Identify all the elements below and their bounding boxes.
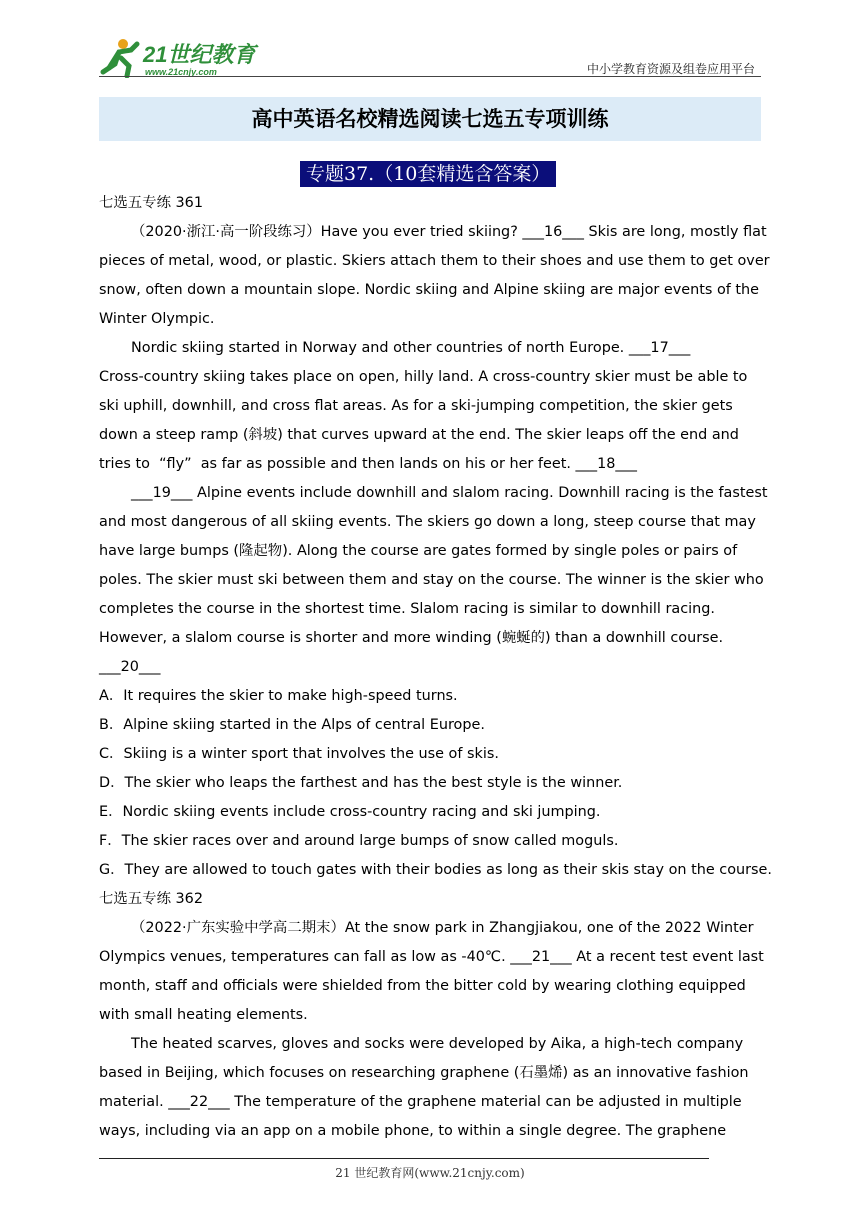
paragraph-line: Winter Olympic. [99, 311, 215, 327]
paragraph-line: ___20___ [99, 659, 161, 675]
paragraph-line: ski uphill, downhill, and cross flat areas. As for a ski-jumping competition, the skier gets [99, 398, 733, 414]
paragraph-line: ways, including via an app on a mobile phone, to within a single degree. The graphene [99, 1123, 727, 1139]
paragraph-line: with small heating elements. [99, 1007, 308, 1023]
page-title: 高中英语名校精选阅读七选五专项训练 [251, 106, 609, 131]
paragraph-line: However, a slalom course is shorter and more winding (蜿蜒的) than a downhill course. [99, 630, 724, 646]
logo-text: 21世纪教育 [143, 42, 256, 67]
paragraph-line: Olympics venues, temperatures can fall as low as -40℃. ___21___ At a recent test event last [99, 949, 764, 965]
document-body [99, 189, 772, 1146]
site-logo [99, 38, 269, 78]
section-heading: 七选五专练 361 [99, 195, 203, 211]
site-label: 中小学教育资源及组卷应用平台 [586, 62, 755, 76]
paragraph-line: poles. The skier must ski between them and stay on the course. The winner is the skier who [99, 572, 764, 588]
option-b: B．Alpine skiing started in the Alps of central Europe. [99, 717, 485, 733]
footer-divider [99, 1158, 709, 1159]
section-heading: 七选五专练 362 [99, 891, 203, 907]
paragraph-line: month, staff and officials were shielded from the bitter cold by wearing clothing equipped [99, 978, 746, 994]
paragraph-line: Cross-country skiing takes place on open, hilly land. A cross-country skier must be able to [99, 369, 748, 385]
runner-logo-icon [99, 38, 269, 78]
page-subtitle: 专题37.（10套精选含答案） [300, 161, 556, 187]
page-header [99, 30, 761, 78]
page-footer: 21 世纪教育网(www.21cnjy.com) [335, 1166, 525, 1180]
option-a: A．It requires the skier to make high-speed turns. [99, 688, 458, 704]
header-divider [99, 76, 761, 77]
paragraph-line: have large bumps (隆起物). Along the course are gates formed by single poles or pairs of [99, 543, 738, 559]
option-e: E．Nordic skiing events include cross-country racing and ski jumping. [99, 804, 601, 820]
paragraph-line: （2020·浙江·高一阶段练习）Have you ever tried skiing? ___16___ Skis are long, mostly flat [131, 224, 767, 240]
paragraph-line: completes the course in the shortest time. Slalom racing is similar to downhill racing. [99, 601, 715, 617]
title-band [99, 97, 761, 141]
paragraph-line: The heated scarves, gloves and socks were developed by Aika, a high-tech company [131, 1036, 744, 1052]
paragraph-line: ___19___ Alpine events include downhill and slalom racing. Downhill racing is the fastest [131, 485, 768, 501]
paragraph-line: tries to “fly” as far as possible and then lands on his or her feet. ___18___ [99, 456, 637, 472]
paragraph-line: down a steep ramp (斜坡) that curves upward at the end. The skier leaps off the end and [99, 427, 739, 443]
option-f: F．The skier races over and around large bumps of snow called moguls. [99, 833, 619, 849]
paragraph-line: pieces of metal, wood, or plastic. Skiers attach them to their shoes and use them to get over [99, 253, 770, 269]
option-d: D．The skier who leaps the farthest and has the best style is the winner. [99, 775, 623, 791]
paragraph-line: material. ___22___ The temperature of the graphene material can be adjusted in multiple [99, 1094, 742, 1110]
paragraph-line: Nordic skiing started in Norway and other countries of north Europe. ___17___ [131, 340, 691, 356]
paragraph-line: （2022·广东实验中学高二期末）At the snow park in Zhangjiakou, one of the 2022 Winter [131, 920, 754, 936]
logo-url: www.21cnjy.com [145, 67, 217, 77]
option-c: C．Skiing is a winter sport that involves the use of skis. [99, 746, 499, 762]
paragraph-line: based in Beijing, which focuses on researching graphene (石墨烯) as an innovative fashion [99, 1065, 749, 1081]
paragraph-line: snow, often down a mountain slope. Nordic skiing and Alpine skiing are major events of the [99, 282, 760, 298]
option-g: G．They are allowed to touch gates with their bodies as long as their skis stay on the course. [99, 862, 772, 878]
paragraph-line: and most dangerous of all skiing events. The skiers go down a long, steep course that may [99, 514, 756, 530]
